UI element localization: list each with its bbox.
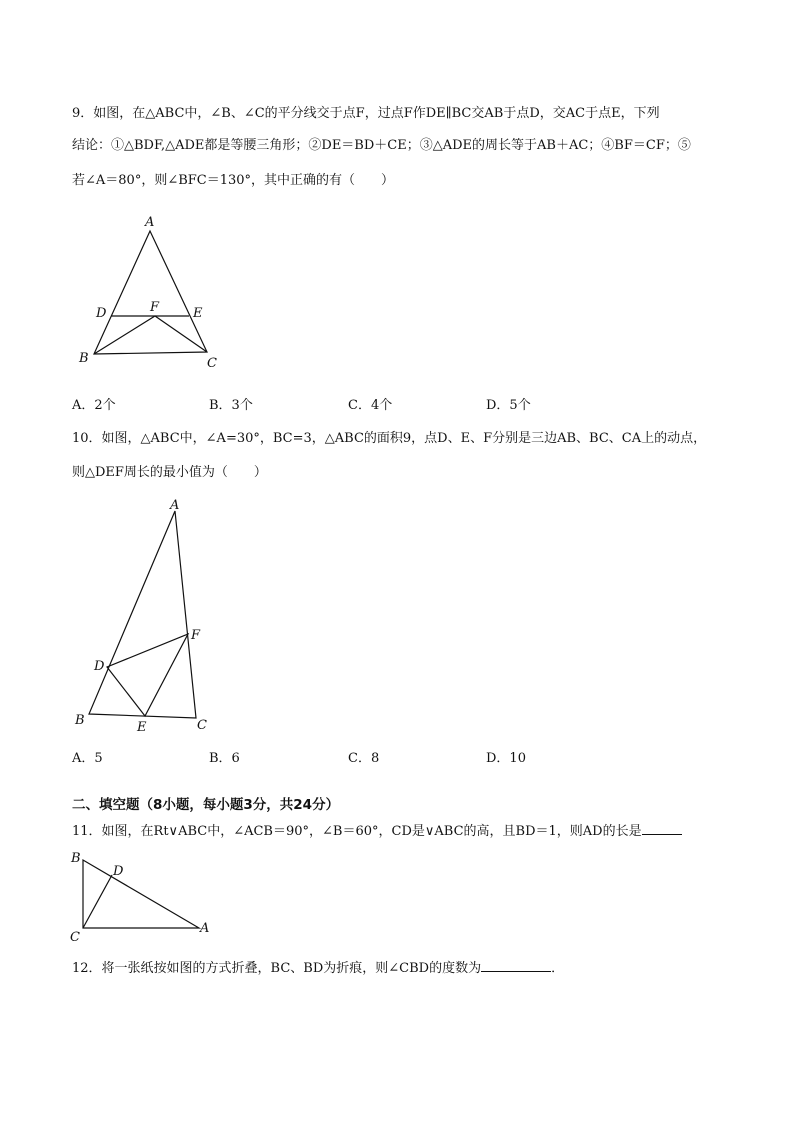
q12-text: 12．将一张纸按如图的方式折叠，BC、BD为折痕，则∠CBD的度数为 bbox=[72, 961, 482, 976]
q10-label-c: C bbox=[197, 718, 207, 733]
q9-label-d: D bbox=[96, 306, 107, 321]
q9-label-f: F bbox=[150, 300, 160, 315]
q9-choice-d[interactable]: D．5个 bbox=[486, 398, 531, 413]
q11-label-a: A bbox=[200, 921, 210, 936]
q11-label-c: C bbox=[70, 930, 80, 945]
q12-line bbox=[72, 957, 564, 976]
q9-choice-b[interactable]: B．3个 bbox=[209, 398, 253, 413]
q10-choice-d[interactable]: D．10 bbox=[486, 751, 526, 766]
q11-altitude-cd bbox=[83, 875, 112, 928]
q11-text: 11．如图，在Rt∨ABC中，∠ACB＝90°，∠B＝60°，CD是∨ABC的高，且BD＝1，则AD的长是 bbox=[72, 824, 642, 839]
q12-answer-blank[interactable] bbox=[481, 971, 551, 972]
q9-choice-c[interactable]: C．4个 bbox=[348, 398, 393, 413]
q10-choice-a[interactable]: A．5 bbox=[72, 751, 103, 766]
q9-choice-a[interactable]: A．2个 bbox=[72, 398, 116, 413]
q9-line-3: 若∠A＝80°，则∠BFC＝130°，其中正确的有（ ） bbox=[72, 173, 395, 188]
q10-choice-b[interactable]: B．6 bbox=[209, 751, 240, 766]
q10-label-b: B bbox=[75, 713, 85, 728]
q9-label-e: E bbox=[193, 306, 203, 321]
q10-choice-c[interactable]: C．8 bbox=[348, 751, 380, 766]
q10-label-f: F bbox=[191, 628, 201, 643]
q9-line-2: 结论：①△BDF,△ADE都是等腰三角形；②DE＝BD＋CE；③△ADE的周长等于AB＋AC；④BF＝CF；⑤ bbox=[72, 138, 691, 153]
q11-label-b: B bbox=[71, 851, 81, 866]
q9-line-1: 9．如图，在△ABC中，∠B、∠C的平分线交于点F，过点F作DE∥BC交AB于点D，交AC于点E，下列 bbox=[72, 106, 660, 121]
q10-label-a: A bbox=[170, 498, 180, 513]
q11-label-d: D bbox=[113, 864, 124, 879]
q9-label-a: A bbox=[145, 215, 155, 230]
q10-line-2: 则△DEF周长的最小值为（ ） bbox=[72, 465, 267, 480]
q9-label-c: C bbox=[207, 356, 217, 371]
section-title-fill-in: 二、填空题（8小题，每小题3分，共24分） bbox=[72, 797, 340, 813]
q10-label-e: E bbox=[137, 720, 147, 735]
q12-end: ． bbox=[551, 961, 565, 976]
q9-label-b: B bbox=[79, 351, 89, 366]
q10-label-d: D bbox=[94, 659, 105, 674]
q10-line-1: 10．如图，△ABC中，∠A=30°，BC=3，△ABC的面积9，点D、E、F分别是三边AB、BC、CA上的动点， bbox=[72, 431, 707, 446]
q11-triangle-abc bbox=[83, 860, 199, 928]
